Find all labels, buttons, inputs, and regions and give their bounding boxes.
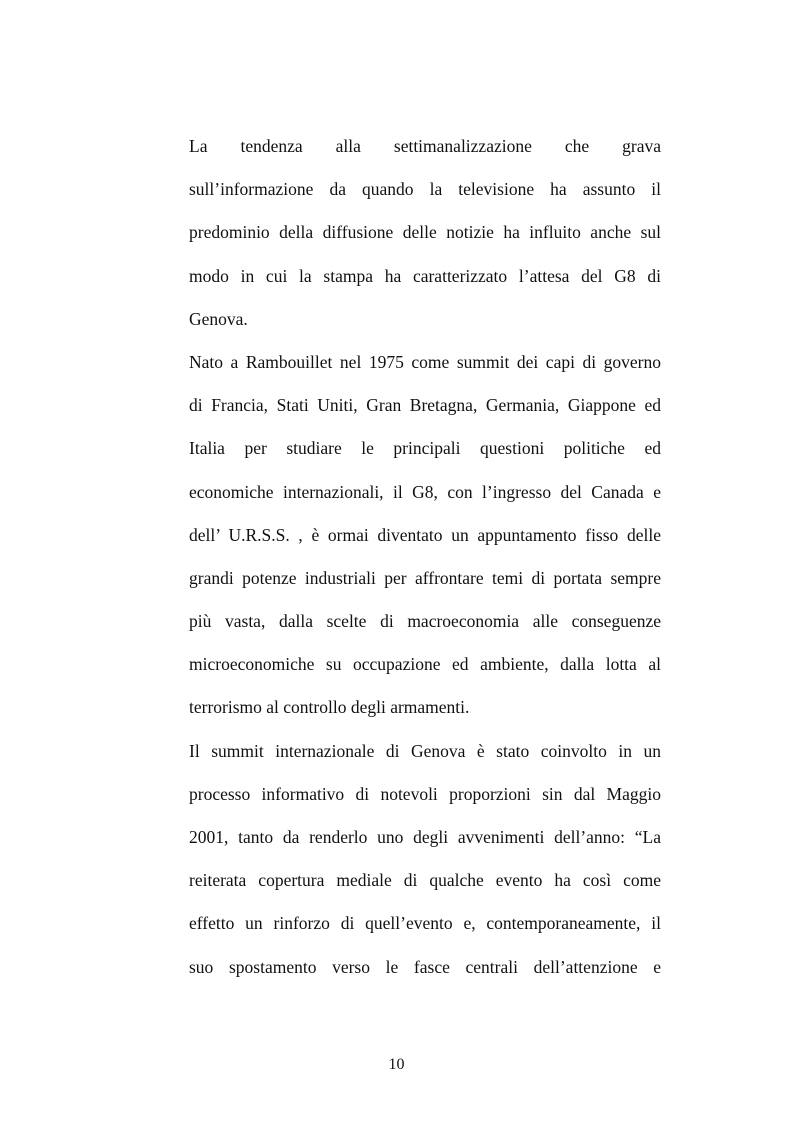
text-line: grandi potenze industriali per affrontare temi di portata sempre: [189, 567, 661, 588]
text-line: La tendenza alla settimanalizzazione che grava: [189, 136, 661, 156]
paragraph-1: [189, 125, 661, 341]
text-line: di Francia, Stati Uniti, Gran Bretagna, Germania, Giappone ed: [189, 395, 661, 416]
text-line: reiterata copertura mediale di qualche evento ha così come: [189, 870, 661, 891]
text-line: sull’informazione da quando la televisione ha assunto il: [189, 179, 661, 200]
text-line: economiche internazionali, il G8, con l’ingresso del Canada e: [189, 481, 661, 502]
paragraph-3: [189, 730, 661, 989]
text-line: 2001, tanto da renderlo uno degli avvenimenti dell’anno: “La: [189, 827, 661, 847]
text-line: Il summit internazionale di Genova è stato coinvolto in un: [189, 740, 661, 761]
text-line: dell’ U.R.S.S. , è ormai diventato un appuntamento fisso delle: [189, 524, 661, 545]
text-line: microeconomiche su occupazione ed ambiente, dalla lotta al: [189, 654, 661, 675]
text-line: Genova.: [189, 308, 248, 329]
paragraph-2: [189, 341, 661, 730]
text-line: modo in cui la stampa ha caratterizzato l’attesa del G8 di: [189, 265, 661, 286]
text-line: terrorismo al controllo degli armamenti.: [189, 697, 470, 718]
text-line: più vasta, dalla scelte di macroeconomia alle conseguenze: [189, 611, 661, 632]
text-line: predominio della diffusione delle notizie ha influito anche sul: [189, 222, 661, 243]
text-line: Italia per studiare le principali questioni politiche ed: [189, 438, 661, 459]
text-line: Nato a Rambouillet nel 1975 come summit dei capi di governo: [189, 351, 661, 372]
body-text: [189, 125, 661, 989]
page-number: 10: [388, 1056, 405, 1073]
text-line: effetto un rinforzo di quell’evento e, contemporaneamente, il: [189, 913, 661, 934]
text-line: suo spostamento verso le fasce centrali dell’attenzione e: [189, 956, 661, 977]
text-line: processo informativo di notevoli proporzioni sin dal Maggio: [189, 783, 661, 804]
